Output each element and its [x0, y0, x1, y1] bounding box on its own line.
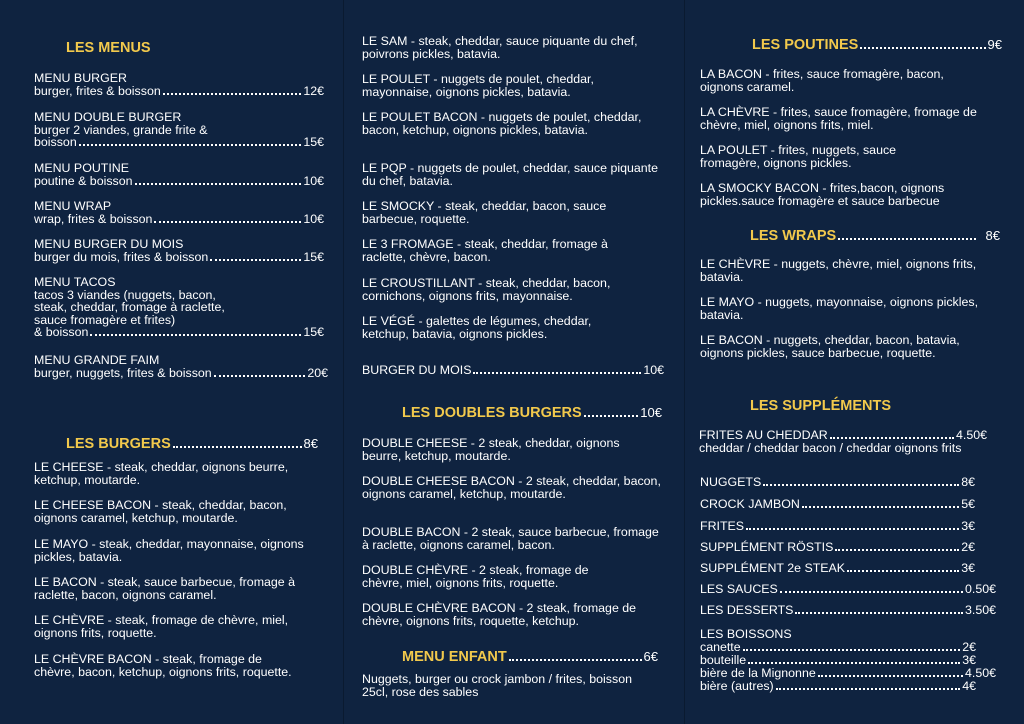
menu-item [34, 111, 324, 149]
burger-item: LE MAYO - steak, cheddar, mayonnaise, oignons pickles, batavia. [34, 537, 304, 564]
burger-item: LE BACON - steak, sauce barbecue, fromage à raclette, bacon, oignons caramel. [34, 575, 296, 602]
menu-desc: & boisson [34, 325, 89, 340]
double-item: DOUBLE CHEESE - 2 steak, cheddar, oignons beurre, ketchup, moutarde. [362, 436, 620, 463]
menu-desc: steak, cheddar, fromage à raclette, [34, 300, 225, 315]
boisson-name: bière (autres) [700, 678, 774, 693]
burgers-price: 8€ [303, 436, 318, 451]
burger-item: LE VÉGÉ - galettes de légumes, cheddar, ketchup, batavia, oignons pickles. [362, 314, 592, 341]
burger-item: LE CROUSTILLANT - steak, cheddar, bacon, cornichons, oignons frits, mayonnaise. [362, 276, 611, 303]
supplement-price: 3.50€ [964, 603, 996, 617]
menu-desc: burger, nuggets, frites & boisson [34, 365, 212, 380]
menu-desc: poutine & boisson [34, 173, 133, 188]
burger-item: LE PQP - nuggets de poulet, cheddar, sauce piquante du chef, batavia. [362, 161, 658, 188]
enfant-desc: Nuggets, burger ou crock jambon / frites, boisson 25cl, rose des sables [362, 672, 632, 699]
menu-price: 10€ [303, 173, 324, 188]
supplement-item [700, 476, 975, 489]
supplement-item [700, 604, 996, 617]
supplement-price: 3€ [961, 519, 975, 533]
enfant-title: MENU ENFANT [402, 649, 507, 665]
supplement-name: LES DESSERTS [700, 603, 794, 617]
wraps-title: LES WRAPS [750, 228, 837, 244]
double-item: DOUBLE CHÈVRE BACON - 2 steak, fromage de chèvre, oignons frits, roquette, ketchup. [362, 601, 637, 628]
supplement-item [700, 562, 975, 575]
burger-du-mois [362, 364, 664, 377]
boisson-name: canette [700, 639, 741, 654]
boisson-name: bouteille [700, 652, 747, 667]
burger-du-mois-price: 10€ [643, 363, 664, 377]
column-divider-right [684, 0, 685, 724]
column-divider-left [343, 0, 344, 724]
supplement-name: CROCK JAMBON [700, 497, 800, 511]
boisson-name: bière de la Mignonne [700, 665, 816, 680]
menu-desc: burger 2 viandes, grande frite & [34, 122, 208, 137]
menu-name: MENU BURGER DU MOIS [34, 237, 184, 251]
boisson-price: 4.50€ [964, 665, 996, 680]
menu-desc: boisson [34, 135, 77, 150]
menu-desc: burger du mois, frites & boisson [34, 249, 209, 264]
menu-desc: burger, frites & boisson [34, 83, 161, 98]
supplement-name: FRITES [700, 519, 745, 533]
menu-item [34, 200, 324, 226]
supplement-name: FRITES AU CHEDDAR [699, 428, 828, 442]
menu-price: 15€ [303, 325, 324, 340]
double-item: DOUBLE BACON - 2 steak, sauce barbecue, fromage à raclette, oignons caramel, bacon. [362, 525, 659, 552]
menu-item [34, 72, 324, 98]
wrap-item: LE MAYO - nuggets, mayonnaise, oignons pickles, batavia. [700, 295, 979, 322]
burger-item: LE POULET - nuggets de poulet, cheddar, mayonnaise, oignons pickles, batavia. [362, 72, 594, 99]
burger-item: LE SMOCKY - steak, cheddar, bacon, sauce barbecue, roquette. [362, 199, 607, 226]
boisson-price: 3€ [962, 652, 976, 667]
doubles-heading [402, 405, 662, 421]
poutines-heading [752, 37, 1002, 53]
menu-desc: tacos 3 viandes (nuggets, bacon, [34, 287, 216, 302]
menus-title: LES MENUS [66, 40, 151, 56]
burger-item: LE CHEESE - steak, cheddar, oignons beurre, ketchup, moutarde. [34, 460, 289, 487]
burger-item: LE CHÈVRE - steak, fromage de chèvre, miel, oignons frits, roquette. [34, 613, 289, 640]
burger-item: LE CHEESE BACON - steak, cheddar, bacon, oignons caramel, ketchup, moutarde. [34, 498, 287, 525]
enfant-price: 6€ [643, 649, 658, 664]
double-item: DOUBLE CHÈVRE - 2 steak, fromage de chèvre, miel, oignons frits, roquette. [362, 563, 589, 590]
doubles-price: 10€ [640, 405, 662, 420]
menu-price: 10€ [303, 211, 324, 226]
supplement-name: LES SAUCES [700, 582, 778, 596]
boisson-price: 4€ [962, 678, 976, 693]
burger-item: LE 3 FROMAGE - steak, cheddar, fromage à raclette, chèvre, bacon. [362, 237, 608, 264]
menu-price: 12€ [303, 83, 324, 98]
wraps-price: 8€ [985, 228, 1000, 243]
supplement-item [700, 520, 975, 533]
burgers-heading [66, 436, 318, 452]
menu-name: MENU TACOS [34, 275, 116, 289]
supplement-price: 2€ [961, 540, 975, 554]
supplement-price: 5€ [961, 497, 975, 511]
menu-name: MENU WRAP [34, 199, 112, 213]
supplement-name: SUPPLÉMENT 2e STEAK [700, 561, 846, 575]
doubles-title: LES DOUBLES BURGERS [402, 405, 582, 421]
burger-du-mois-name: BURGER DU MOIS [362, 363, 472, 377]
wrap-item: LE BACON - nuggets, cheddar, bacon, batavia, oignons pickles, sauce barbecue, roquette. [700, 333, 960, 360]
supplement-item [700, 498, 975, 511]
poutine-item: LA SMOCKY BACON - frites,bacon, oignons pickles.sauce fromagère et sauce barbecue [700, 181, 945, 208]
enfant-heading [402, 649, 658, 665]
supplement-price: 0.50€ [964, 582, 996, 596]
menu-price: 15€ [303, 249, 324, 264]
menus-heading [66, 40, 151, 56]
menu-price: 20€ [307, 365, 328, 380]
burgers-title: LES BURGERS [66, 436, 171, 452]
menu-item [34, 162, 324, 188]
boissons-title: LES BOISSONS [700, 627, 792, 641]
supplement-frites-cheddar [699, 429, 999, 455]
menu-name: MENU BURGER [34, 71, 127, 85]
supplement-price: 4.50€ [955, 428, 987, 442]
supplement-name: SUPPLÉMENT RÖSTIS [700, 540, 834, 554]
menu-name: MENU POUTINE [34, 161, 129, 175]
menu-item [34, 354, 328, 380]
menu-name: MENU GRANDE FAIM [34, 353, 160, 367]
poutines-price: 9€ [987, 37, 1002, 52]
menu-desc: sauce fromagère et frites) [34, 312, 176, 327]
supplement-name: NUGGETS [700, 475, 762, 489]
wrap-item: LE CHÈVRE - nuggets, chèvre, miel, oignons frits, batavia. [700, 257, 977, 284]
boissons-block [700, 628, 996, 693]
supplement-price: 8€ [961, 475, 975, 489]
poutine-item: LA CHÈVRE - frites, sauce fromagère, fromage de chèvre, miel, oignons frits, miel. [700, 105, 977, 132]
double-item: DOUBLE CHEESE BACON - 2 steak, cheddar, bacon, oignons caramel, ketchup, moutarde. [362, 474, 661, 501]
menu-item [34, 276, 324, 339]
burger-item: LE SAM - steak, cheddar, sauce piquante du chef, poivrons pickles, batavia. [362, 34, 638, 61]
poutines-title: LES POUTINES [752, 37, 859, 53]
supplement-item [700, 541, 975, 554]
wraps-heading [750, 228, 1000, 244]
menu-desc: wrap, frites & boisson [34, 211, 153, 226]
poutine-item: LA BACON - frites, sauce fromagère, bacon, oignons caramel. [700, 67, 944, 94]
supplements-heading [750, 398, 891, 414]
burger-item: LE CHÈVRE BACON - steak, fromage de chèvre, bacon, ketchup, oignons frits, roquette. [34, 652, 292, 679]
poutine-item: LA POULET - frites, nuggets, sauce fromagère, oignons pickles. [700, 143, 897, 170]
supplements-title: LES SUPPLÉMENTS [750, 398, 891, 414]
burger-item: LE POULET BACON - nuggets de poulet, cheddar, bacon, ketchup, oignons pickles, batavia. [362, 110, 642, 137]
menu-price: 15€ [303, 135, 324, 150]
menu-name: MENU DOUBLE BURGER [34, 110, 182, 124]
supplement-item [700, 583, 996, 596]
boisson-price: 2€ [962, 639, 976, 654]
menu-item [34, 238, 324, 264]
supplement-price: 3€ [961, 561, 975, 575]
supplement-desc: cheddar / cheddar bacon / cheddar oignons frits [699, 441, 962, 455]
